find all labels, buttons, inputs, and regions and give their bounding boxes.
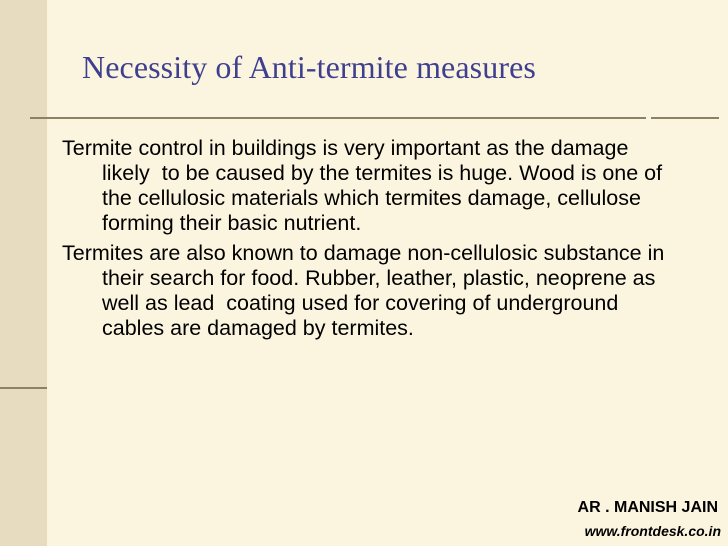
paragraph-termite-control: Termite control in buildings is very important as the damage likely to be caused by the termites is huge. Wood is one of the cellulosic materials which termites damage, cellulose forming their basic nutrient.: [62, 136, 669, 235]
left-decorative-band: [0, 0, 47, 546]
left-band-divider: [0, 387, 47, 389]
website-url: www.frontdesk.co.in: [584, 523, 721, 539]
slide-body: [62, 136, 682, 346]
title-underline-rule-right-segment: [651, 117, 719, 119]
author-name: AR . MANISH JAIN: [577, 499, 718, 516]
paragraph-non-cellulosic-damage: Termites are also known to damage non-cellulosic substance in their search for food. Rubber, leather, plastic, neoprene as well as lead coating used for covering of underground cables are damaged by termites.: [62, 241, 671, 340]
slide-title: Necessity of Anti-termite measures: [82, 49, 536, 85]
title-underline-rule: [30, 117, 646, 119]
